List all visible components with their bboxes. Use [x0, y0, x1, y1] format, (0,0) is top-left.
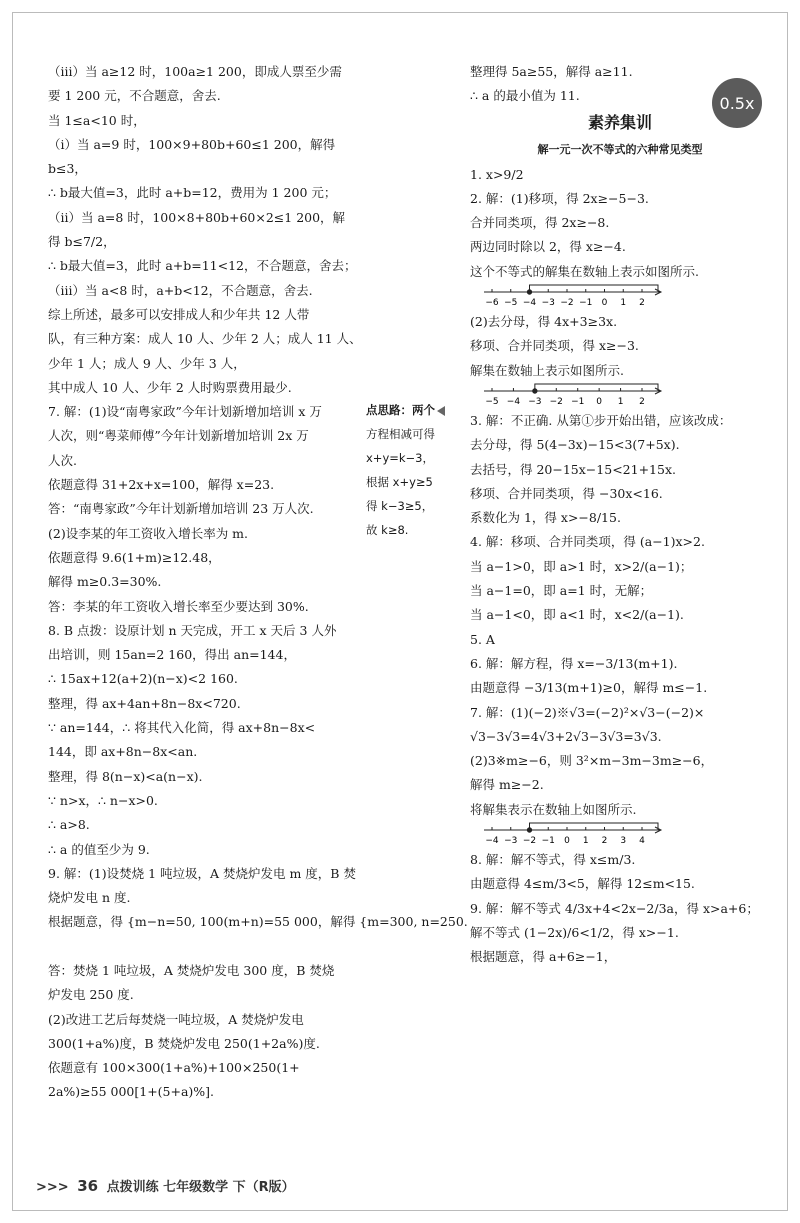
text-line: 要 1 200 元，不合题意，舍去. — [48, 88, 221, 104]
answers-8-9 — [470, 848, 770, 969]
text-line: 得 b≤7/2， — [48, 234, 116, 250]
text-line: 7. 解：(1)设“南粤家政”今年计划新增加培训 x 万 — [48, 404, 322, 420]
text-line: 整理，得 8(n−x)<a(n−x). — [48, 768, 203, 784]
tick-label: 2 — [639, 298, 645, 309]
text-line — [48, 935, 364, 959]
note-line: x+y=k−3， — [366, 451, 434, 465]
right-column — [470, 60, 770, 970]
text-line: 4. 解：移项、合并同类项，得 (a−1)x>2. — [470, 534, 705, 550]
endpoint-dot — [533, 389, 537, 393]
tick-label: 2 — [601, 836, 608, 847]
tick-label: 3 — [620, 836, 627, 847]
text-line: 人次. — [48, 452, 77, 468]
text-line: b≤3， — [48, 161, 87, 177]
tick-label: −1 — [579, 298, 593, 309]
text-line: 9. 解：解不等式 4/3x+4<2x−2/3a，得 x>a+6； — [470, 900, 759, 916]
tick-label: 1 — [620, 298, 627, 309]
tick-label: −2 — [549, 396, 563, 407]
text-line: 由题意得 −3/13(m+1)≥0，解得 m≤−1. — [470, 680, 708, 696]
text-line: 去括号，得 20−15x−15<21+15x. — [470, 461, 676, 477]
tick-label: −4 — [485, 836, 499, 847]
text-line: 根据题意，得 {m−n=50, 100(m+n)=55 000，解得 {m=300, n=250. — [48, 914, 468, 930]
text-line: （ⅰ）当 a=9 时，100×9+80b+60≤1 200，解得 — [48, 136, 336, 152]
tick-label: −5 — [504, 298, 518, 309]
text-line: ∴ a 的值至少为 9. — [48, 841, 150, 857]
number-line-1 — [484, 284, 664, 310]
text-line: 当 a−1=0，即 a=1 时，无解； — [470, 583, 653, 599]
endpoint-dot — [527, 828, 531, 832]
number-line-3 — [484, 822, 664, 848]
text-line: 其中成人 10 人、少年 2 人时购票费用最少. — [48, 379, 292, 395]
tick-label: −3 — [541, 298, 555, 309]
tick-label: −2 — [560, 298, 574, 309]
text-line: 由题意得 4≤m/3<5，解得 12≤m<15. — [470, 876, 695, 892]
text-line: ∴ a 的最小值为 11. — [470, 88, 580, 104]
text-line: (2)3※m≥−6，则 3²×m−3m−3m≥−6， — [470, 753, 714, 769]
text-line: 依题意得 31+2x+x=100，解得 x=23. — [48, 477, 275, 493]
text-line: 当 a−1>0，即 a>1 时，x>2/(a−1)； — [470, 558, 693, 574]
text-line: 300(1+a%)度，B 焚烧炉发电 250(1+2a%)度. — [48, 1035, 320, 1051]
text-line: （ⅲ）当 a<8 时，a+b<12，不合题意，舍去. — [48, 282, 313, 298]
tick-label: −3 — [528, 396, 542, 407]
text-line: 合并同类项，得 2x≥−8. — [470, 215, 610, 231]
text-line: 答：焚烧 1 吨垃圾，A 焚烧炉发电 300 度，B 焚烧 — [48, 962, 335, 978]
tick-label: 0 — [564, 836, 570, 847]
tick-label: 0 — [601, 298, 608, 309]
text-line: 答：“南粤家政”今年计划新增加培训 23 万人次. — [48, 501, 314, 517]
tick-label: −3 — [504, 836, 518, 847]
page-number: 36 — [77, 1177, 99, 1195]
text-line: 根据题意，得 a+6≥−1， — [470, 949, 617, 965]
answers-3-7 — [470, 409, 770, 822]
text-line: 8. B 点拨：设原计划 n 天完成，开工 x 天后 3 人外 — [48, 622, 337, 638]
text-line: 系数化为 1，得 x>−8/15. — [470, 510, 621, 526]
text-line: 移项、合并同类项，得 x≥−3. — [470, 338, 639, 354]
zoom-badge[interactable]: 0.5x — [712, 78, 762, 128]
text-line: 解得 m≥0.3=30%. — [48, 574, 162, 590]
text-line: 整理得 5a≥55，解得 a≥11. — [470, 64, 633, 79]
text-line: 综上所述，最多可以安排成人和少年共 12 人带 — [48, 306, 310, 322]
text-line: (2)改进工艺后每焚烧一吨垃圾，A 焚烧炉发电 — [48, 1011, 304, 1027]
text-line: （ⅱ）当 a=8 时，100×8+80b+60×2≤1 200，解 — [48, 209, 346, 225]
answers-1-2 — [470, 163, 770, 284]
text-line: 将解集表示在数轴上如图所示. — [470, 801, 637, 817]
text-line: 去分母，得 5(4−3x)−15<3(7+5x). — [470, 437, 680, 453]
text-line: ∴ a>8. — [48, 817, 90, 833]
text-line: 队，有三种方案：成人 10 人、少年 2 人；成人 11 人、 — [48, 331, 362, 347]
text-line: 人次，则“粤菜师傅”今年计划新增加培训 2x 万 — [48, 428, 309, 444]
text-line: (2)设李某的年工资收入增长率为 m. — [48, 525, 249, 541]
text-line: 整理，得 ax+4an+8n−8x<720. — [48, 695, 241, 711]
text-line: 依题意得 9.6(1+m)≥12.48， — [48, 549, 221, 565]
text-line: ∵ n>x，∴ n−x>0. — [48, 792, 158, 808]
number-line-2 — [484, 383, 664, 409]
note-line: 点思路：两个 — [366, 398, 464, 422]
note-line: 方程相减可得 — [366, 427, 435, 441]
text-line: 9. 解：(1)设焚烧 1 吨垃圾，A 焚烧炉发电 m 度，B 焚 — [48, 865, 356, 881]
answers-2b — [470, 310, 770, 383]
endpoint-dot — [527, 290, 531, 294]
text-line: 当 a−1<0，即 a<1 时，x<2/(a−1). — [470, 607, 684, 623]
tick-label: −4 — [522, 298, 537, 309]
text-line: (2)去分母，得 4x+3≥3x. — [470, 314, 618, 330]
text-line: 解不等式 (1−2x)/6<1/2，得 x>−1. — [470, 924, 679, 940]
text-line: 这个不等式的解集在数轴上表示如图所示. — [470, 263, 699, 279]
tick-label: 0 — [596, 396, 603, 407]
text-line: 答：李某的年工资收入增长率至少要达到 30%. — [48, 598, 309, 614]
text-line: 8. 解：解不等式，得 x≤m/3. — [470, 852, 636, 868]
tick-label: −1 — [571, 396, 585, 407]
section-subtitle: 解一元一次不等式的六种常见类型 — [537, 142, 703, 156]
text-line: 144，即 ax+8n−8x<an. — [48, 744, 198, 760]
text-line: 2a%)≥55 000[1+(5+a)%]. — [48, 1084, 215, 1100]
text-line: 出培训，则 15an=2 160，得出 an=144， — [48, 647, 296, 663]
text-line: √3−3√3=4√3+2√3−3√3=3√3. — [470, 728, 662, 744]
note-line: 故 k≥8. — [366, 523, 409, 537]
text-line: ∴ b最大值=3，此时 a+b=12，费用为 1 200 元； — [48, 185, 337, 201]
text-line: 移项、合并同类项，得 −30x<16. — [470, 485, 663, 501]
tick-label: −5 — [485, 396, 499, 407]
text-line: 两边同时除以 2，得 x≥−4. — [470, 239, 626, 255]
tick-label: −4 — [506, 396, 521, 407]
solution-bracket — [530, 823, 659, 830]
text-line: 解得 m≥−2. — [470, 777, 544, 793]
tick-label: −2 — [522, 836, 537, 847]
text-line: ∴ b最大值=3，此时 a+b=11<12，不合题意，舍去； — [48, 258, 357, 274]
tick-label: −1 — [541, 836, 555, 847]
solution-bracket — [535, 384, 658, 391]
text-line: 当 1≤a<10 时， — [48, 112, 146, 128]
text-line: 2. 解：(1)移项，得 2x≥−5−3. — [470, 190, 649, 206]
note-line: 根据 x+y≥5 — [366, 475, 433, 489]
text-line: 5. A — [470, 631, 495, 647]
text-line: 依题意有 100×300(1+a%)+100×250(1+ — [48, 1060, 300, 1076]
text-line: 6. 解：解方程，得 x=−3/13(m+1). — [470, 655, 678, 671]
text-line: 1. x>9/2 — [470, 166, 524, 182]
text-line: 7. 解：(1)(−2)※√3=(−2)²×√3−(−2)× — [470, 704, 705, 720]
text-line: ∴ 15ax+12(a+2)(n−x)<2 160. — [48, 671, 238, 687]
margin-note — [366, 398, 464, 542]
tick-label: 1 — [617, 396, 624, 407]
tick-label: 2 — [639, 396, 645, 407]
text-line: 解集在数轴上表示如图所示. — [470, 362, 624, 378]
page-footer — [36, 1176, 295, 1195]
text-line: 少年 1 人；成人 9 人、少年 3 人， — [48, 355, 246, 371]
arrow-left-icon — [437, 406, 445, 416]
tick-label: 1 — [582, 836, 589, 847]
text-line: 3. 解：不正确. 从第①步开始出错，应该改成： — [470, 412, 732, 428]
text-line: ∵ an=144，∴ 将其代入化简，得 ax+8n−8x< — [48, 720, 316, 736]
text-line: （ⅲ）当 a≥12 时，100a≥1 200，即成人票至少需 — [48, 64, 342, 79]
text-line: 烧炉发电 n 度. — [48, 890, 131, 906]
solution-bracket — [530, 285, 659, 292]
text-line: 炉发电 250 度. — [48, 987, 134, 1003]
footer-arrows: >>> — [36, 1180, 69, 1195]
section-title: 素养集训 — [587, 112, 652, 132]
tick-label: −6 — [485, 298, 499, 309]
tick-label: 4 — [639, 836, 645, 847]
note-line: 得 k−3≥5， — [366, 499, 434, 513]
footer-title: 点拨训练 七年级数学 下（R版） — [106, 1180, 295, 1195]
